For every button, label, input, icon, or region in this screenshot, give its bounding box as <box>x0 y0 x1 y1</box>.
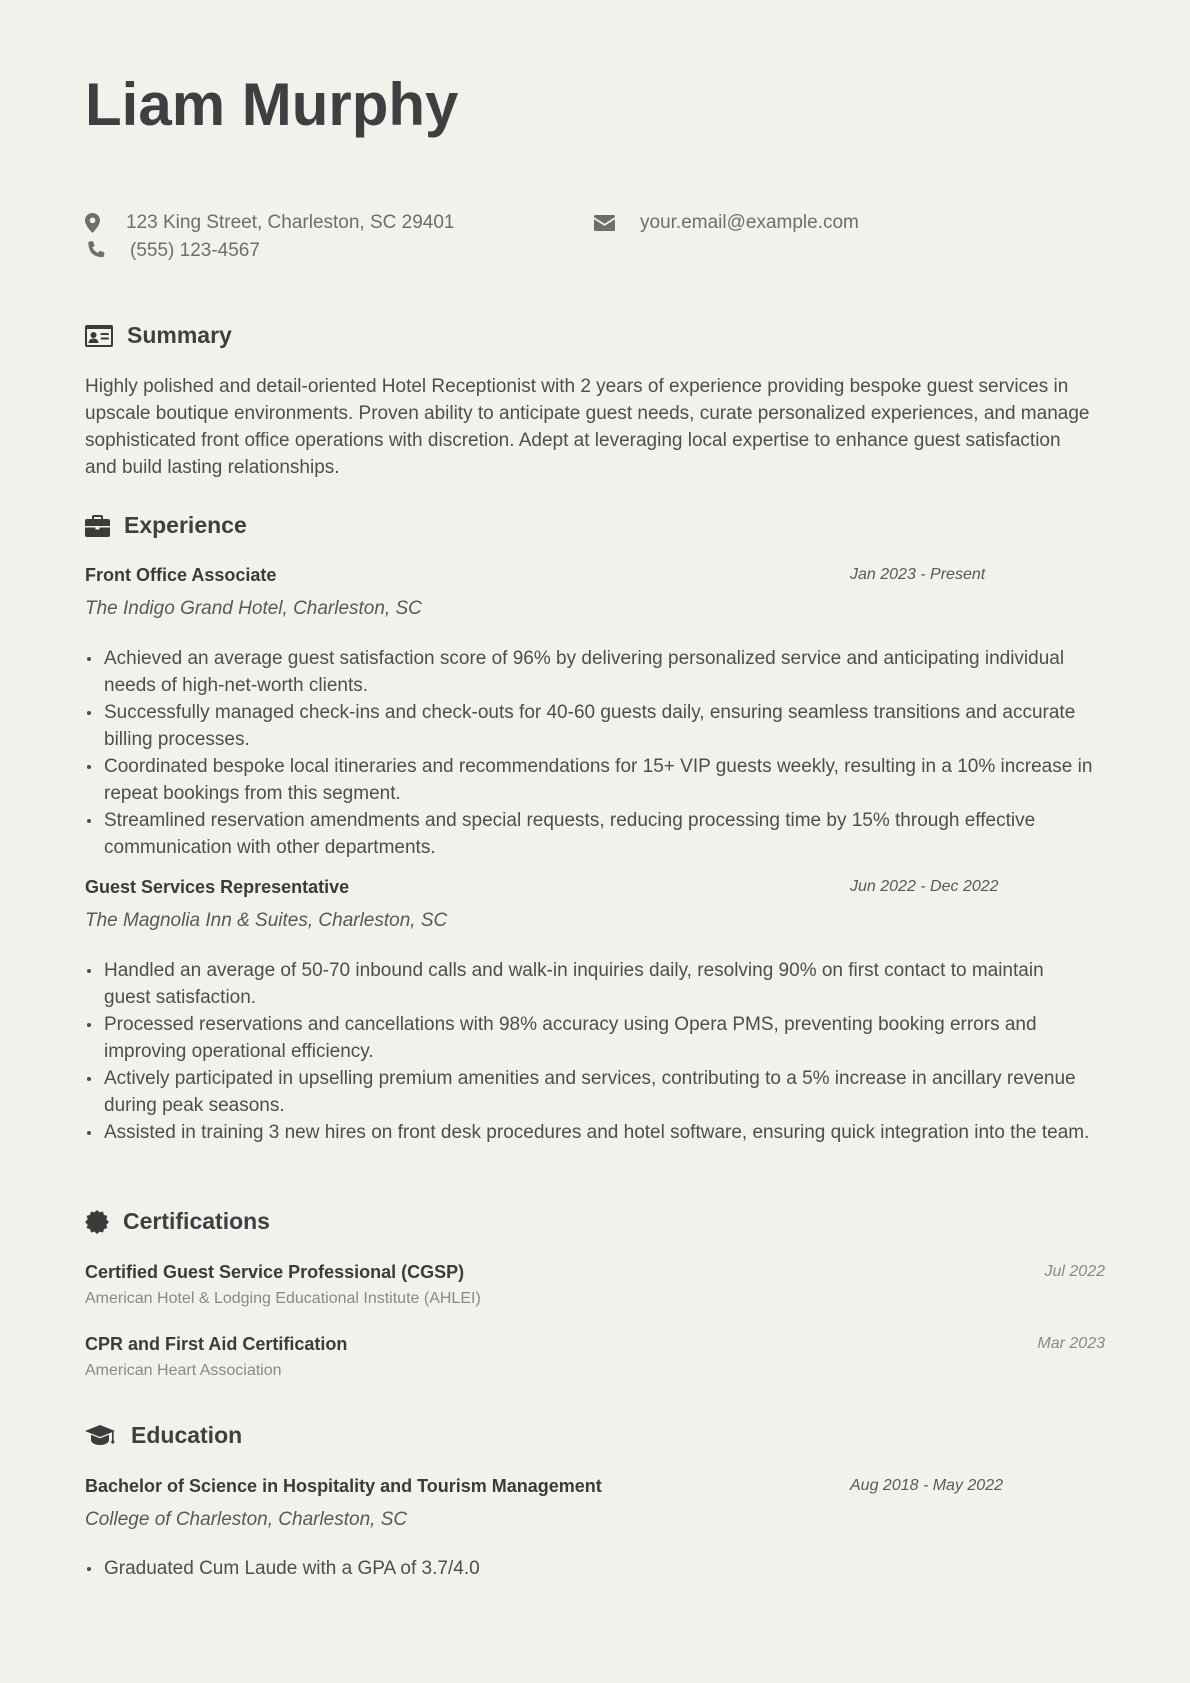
envelope-icon <box>594 215 616 231</box>
job-title: Guest Services Representative <box>85 877 350 897</box>
job-dates: Jun 2022 - Dec 2022 <box>850 878 999 895</box>
summary-heading-text: Summary <box>127 322 232 348</box>
contact-phone <box>85 240 260 262</box>
id-card-icon <box>85 325 113 347</box>
list-item: Actively participated in upselling premium amenities and services, contributing to a 5% increase in ancillary revenue during peak seasons. <box>85 1065 1095 1119</box>
phone-text: (555) 123-4567 <box>130 240 260 261</box>
map-marker-icon <box>85 213 100 233</box>
contact-address <box>85 212 454 234</box>
cert-title: Certified Guest Service Professional (CGSP) <box>85 1262 465 1282</box>
list-item: Successfully managed check-ins and check-outs for 40-60 guests daily, ensuring seamless transitions and accurate billing processes. <box>85 699 1095 753</box>
contact-email <box>594 212 859 234</box>
cert-date: Jul 2022 <box>1044 1263 1105 1280</box>
job-title: Front Office Associate <box>85 565 277 585</box>
briefcase-icon <box>85 515 110 537</box>
cert-title: CPR and First Aid Certification <box>85 1334 348 1354</box>
education-heading <box>85 1422 242 1449</box>
cert-date: Mar 2023 <box>1037 1335 1105 1352</box>
cert-issuer: American Heart Association <box>85 1362 282 1379</box>
summary-text: Highly polished and detail-oriented Hotel Receptionist with 2 years of experience providing bespoke guest services in upscale boutique environments. Proven ability to anticipate guest needs, curate personalized experiences, and manage sophisticated front office operations with discretion. Adept at leveraging local expertise to enhance guest satisfaction and build lasting relationships. <box>85 376 1090 478</box>
certifications-heading <box>85 1208 270 1235</box>
education-dates: Aug 2018 - May 2022 <box>850 1477 1003 1494</box>
certificate-icon <box>85 1210 109 1234</box>
list-item: Coordinated bespoke local itineraries and recommendations for 15+ VIP guests weekly, resulting in a 10% increase in repeat bookings from this segment. <box>85 753 1095 807</box>
email-link[interactable]: your.email@example.com <box>640 212 859 233</box>
job-dates: Jan 2023 - Present <box>850 566 986 583</box>
certifications-heading-text: Certifications <box>123 1208 270 1234</box>
education-bullets <box>85 1555 1095 1582</box>
experience-heading-text: Experience <box>124 512 247 538</box>
list-item: Handled an average of 50-70 inbound calls and walk-in inquiries daily, resolving 90% on first contact to maintain guest satisfaction. <box>85 957 1095 1011</box>
job-company: The Indigo Grand Hotel, Charleston, SC <box>85 598 422 619</box>
education-heading-text: Education <box>131 1422 243 1448</box>
cert-issuer: American Hotel & Lodging Educational Institute (AHLEI) <box>85 1290 481 1307</box>
list-item: Streamlined reservation amendments and special requests, reducing processing time by 15% through effective communication with other departments. <box>85 807 1095 861</box>
school-name: College of Charleston, Charleston, SC <box>85 1509 408 1530</box>
list-item: Assisted in training 3 new hires on front desk procedures and hotel software, ensuring quick integration into the team. <box>85 1119 1095 1146</box>
experience-heading <box>85 512 247 539</box>
candidate-name: Liam Murphy <box>85 71 459 138</box>
graduation-cap-icon <box>85 1425 115 1447</box>
address-text: 123 King Street, Charleston, SC 29401 <box>126 212 455 233</box>
job-bullets <box>85 645 1095 861</box>
list-item: Processed reservations and cancellations with 98% accuracy using Opera PMS, preventing booking errors and improving operational efficiency. <box>85 1011 1095 1065</box>
summary-heading <box>85 322 232 349</box>
degree-title: Bachelor of Science in Hospitality and Tourism Management <box>85 1476 602 1496</box>
list-item: Graduated Cum Laude with a GPA of 3.7/4.0 <box>85 1555 1095 1582</box>
job-bullets <box>85 957 1095 1146</box>
phone-icon <box>85 241 105 261</box>
job-company: The Magnolia Inn & Suites, Charleston, SC <box>85 910 448 931</box>
list-item: Achieved an average guest satisfaction score of 96% by delivering personalized service and anticipating individual needs of high-net-worth clients. <box>85 645 1095 699</box>
